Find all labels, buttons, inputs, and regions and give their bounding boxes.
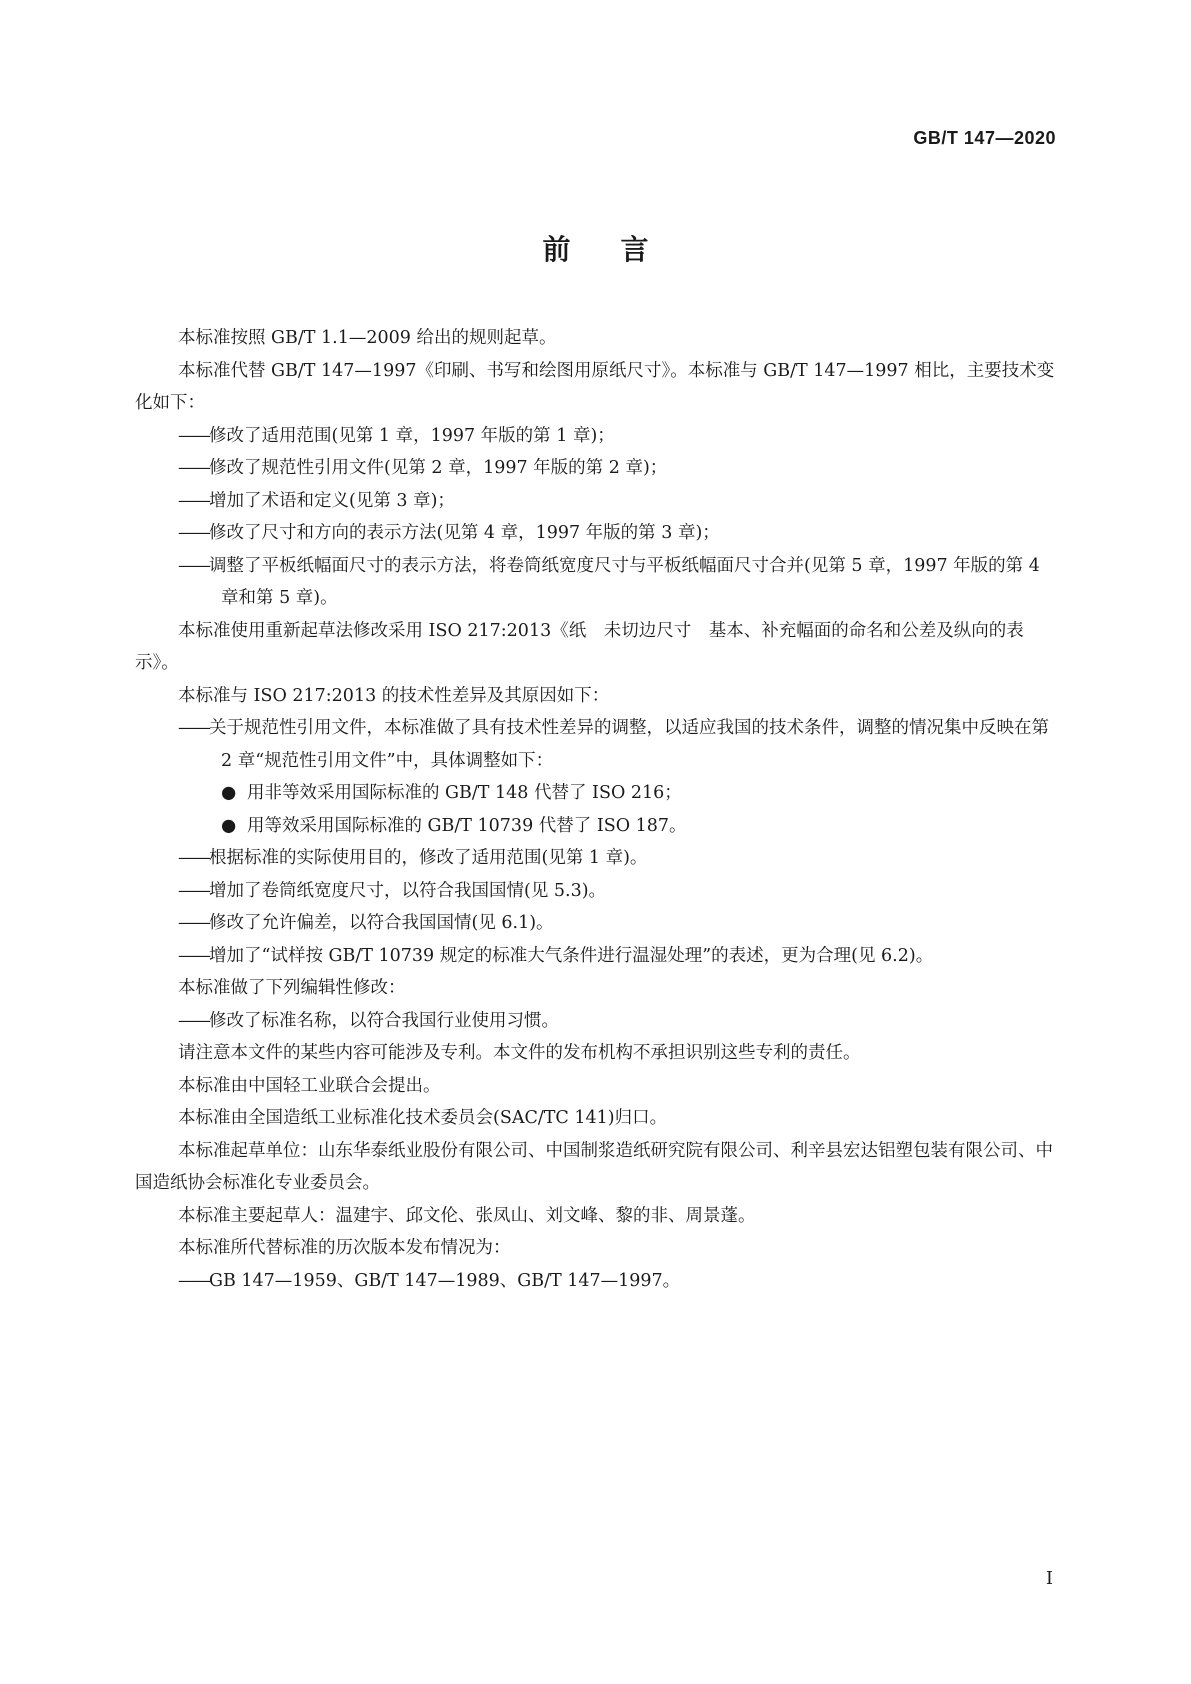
dash-item: ——调整了平板纸幅面尺寸的表示方法，将卷筒纸宽度尺寸与平板纸幅面尺寸合并(见第 5 章，1997 年版的第 4 章和第 5 章)。: [178, 555, 1040, 608]
dash-item: ——增加了卷筒纸宽度尺寸，以符合我国国情(见 5.3)。: [178, 880, 607, 901]
paragraph: 本标准由全国造纸工业标准化技术委员会(SAC/TC 141)归口。: [178, 1108, 668, 1128]
dash-item: ——GB 147—1959、GB/T 147—1989、GB/T 147—1997。: [178, 1270, 681, 1291]
paragraph: 本标准按照 GB/T 1.1—2009 给出的规则起草。: [178, 328, 557, 348]
bullet-item: ● 用等效采用国际标准的 GB/T 10739 代替了 ISO 187。: [135, 810, 1060, 843]
dash-item: ——修改了允许偏差，以符合我国国情(见 6.1)。: [178, 913, 554, 933]
page-title: [0, 228, 1191, 268]
standard-code: GB/T 147—2020: [913, 128, 1056, 148]
title-char-1: 前: [542, 233, 571, 266]
paragraph: 本标准所代替标准的历次版本发布情况为：: [178, 1238, 511, 1258]
page-number: I: [1045, 1568, 1053, 1589]
foreword-body: [135, 322, 1060, 1297]
title-char-2: 言: [620, 233, 649, 266]
bullet-icon: ●: [221, 815, 237, 836]
bullet-item: ● 用非等效采用国际标准的 GB/T 148 代替了 ISO 216；: [135, 777, 1060, 810]
paragraph: 本标准主要起草人：温建宇、邱文伦、张凤山、刘文峰、黎的非、周景蓬。: [178, 1205, 756, 1226]
paragraph: 本标准起草单位：山东华泰纸业股份有限公司、中国制浆造纸研究院有限公司、利辛县宏达铝塑包装有限公司、中国造纸协会标准化专业委员会。: [135, 1140, 1053, 1193]
paragraph: 本标准与 ISO 217:2013 的技术性差异及其原因如下：: [178, 685, 610, 706]
dash-item: ——根据标准的实际使用目的，修改了适用范围(见第 1 章)。: [178, 848, 648, 868]
dash-item: ——修改了尺寸和方向的表示方法(见第 4 章，1997 年版的第 3 章)；: [178, 523, 720, 543]
paragraph: 本标准代替 GB/T 147—1997《印刷、书写和绘图用原纸尺寸》。本标准与 GB/T 147—1997 相比，主要技术变化如下：: [135, 360, 1055, 413]
paragraph: 本标准由中国轻工业联合会提出。: [178, 1075, 441, 1096]
paragraph: 本标准使用重新起草法修改采用 ISO 217:2013《纸 未切边尺寸 基本、补充幅面的命名和公差及纵向的表示》。: [135, 620, 1024, 673]
dash-item: ——修改了适用范围(见第 1 章，1997 年版的第 1 章)；: [178, 425, 615, 446]
dash-item: ——增加了术语和定义(见第 3 章)；: [178, 490, 455, 511]
paragraph: 本标准做了下列编辑性修改：: [178, 978, 406, 998]
paragraph: 请注意本文件的某些内容可能涉及专利。本文件的发布机构不承担识别这些专利的责任。: [178, 1043, 861, 1063]
dash-item: ——增加了“试样按 GB/T 10739 规定的标准大气条件进行温湿处理”的表述，更为合理(见 6.2)。: [178, 945, 934, 966]
dash-item: ——修改了标准名称，以符合我国行业使用习惯。: [178, 1010, 559, 1031]
dash-item: ——关于规范性引用文件，本标准做了具有技术性差异的调整，以适应我国的技术条件，调整的情况集中反映在第 2 章“规范性引用文件”中，具体调整如下：: [178, 718, 1049, 771]
bullet-icon: ●: [221, 783, 237, 803]
dash-item: ——修改了规范性引用文件(见第 2 章，1997 年版的第 2 章)；: [178, 458, 668, 478]
